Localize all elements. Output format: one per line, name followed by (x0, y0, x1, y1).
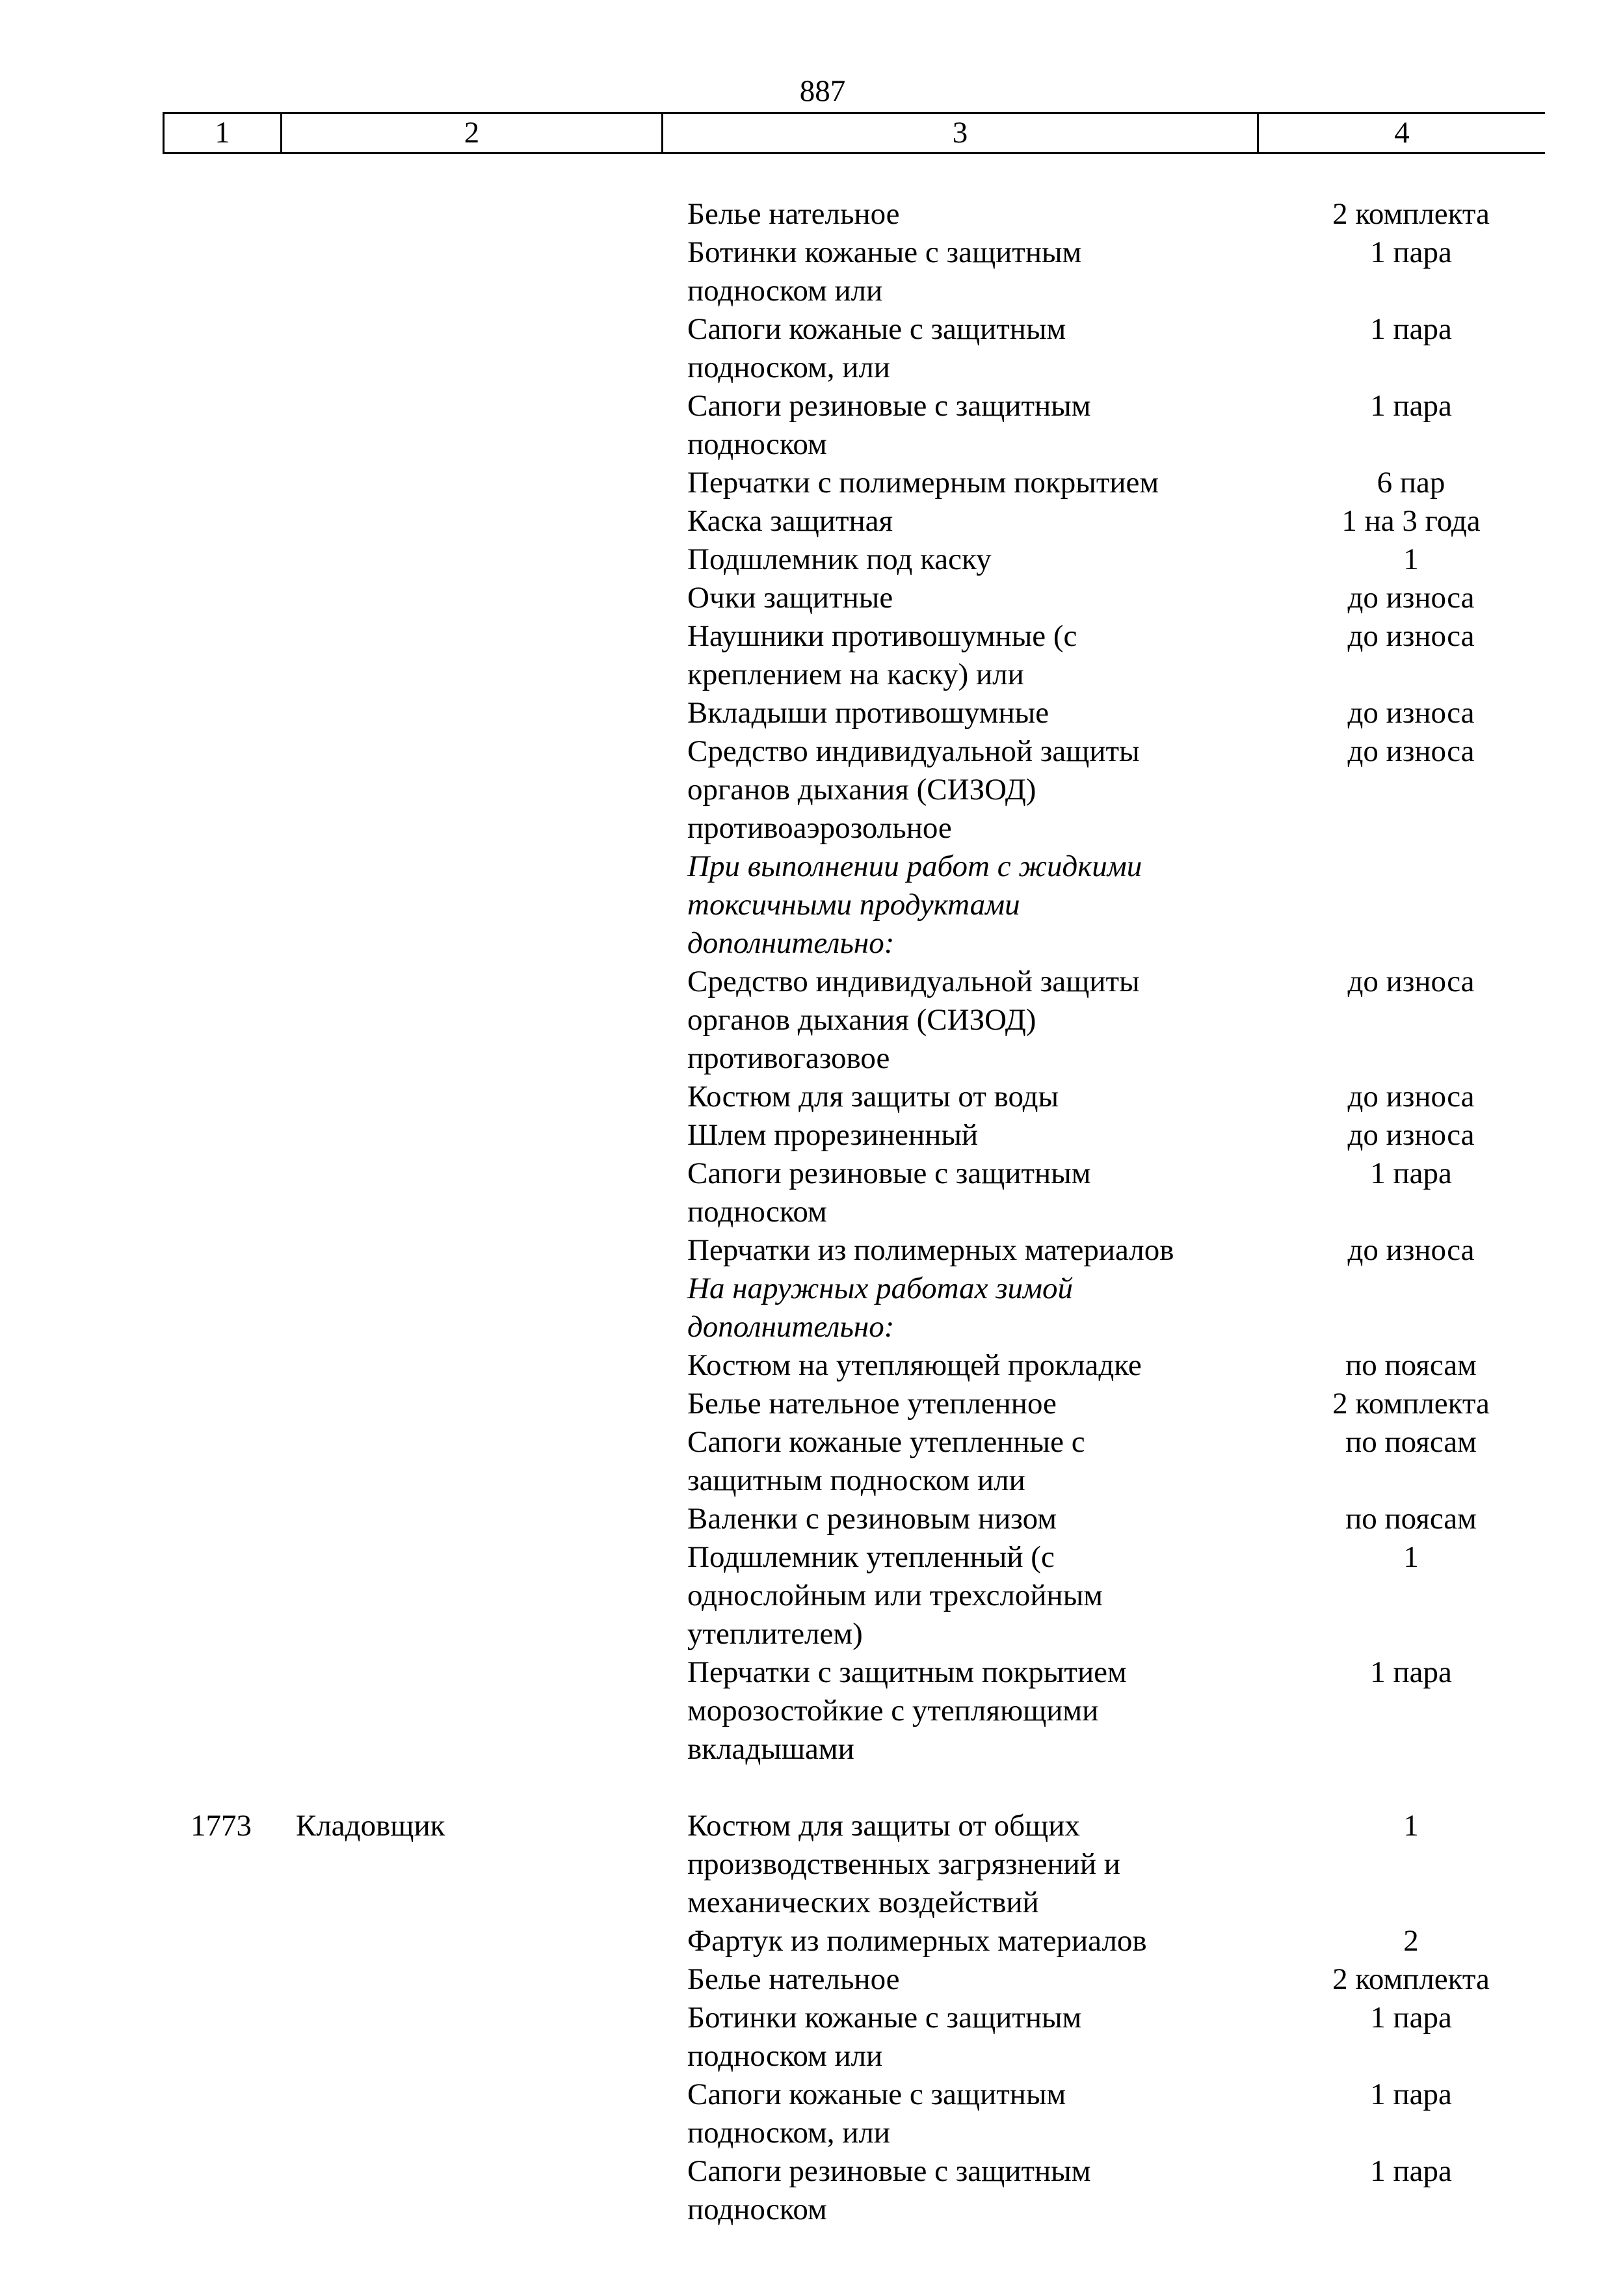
ppe-item: Средство индивидуальной защиты органов дыхания (СИЗОД) противогазовое (687, 965, 1140, 1075)
table-row (0, 1155, 1623, 1231)
column-header-4: 4 (1394, 116, 1410, 150)
issue-norm: до износа (1347, 965, 1475, 998)
issue-norm: 1 (1403, 1809, 1419, 1843)
issue-norm: 1 пара (1370, 1655, 1452, 1689)
issue-norm: по поясам (1345, 1348, 1477, 1382)
table-row (0, 1807, 1623, 1922)
table-row (0, 195, 1623, 234)
table-row (0, 464, 1623, 502)
issue-norm: до износа (1347, 1233, 1475, 1267)
issue-norm: до износа (1347, 581, 1475, 615)
issue-norm: до износа (1347, 1080, 1475, 1114)
ppe-item: Перчатки из полимерных материалов (687, 1233, 1174, 1267)
issue-norm: 2 комплекта (1332, 197, 1490, 231)
table-row (0, 1270, 1623, 1346)
ppe-item: Сапоги резиновые с защитным подноском (687, 2154, 1091, 2226)
ppe-item: Наушники противошумные (с креплением на каску) или (687, 619, 1077, 691)
issue-norm: 1 пара (1370, 389, 1452, 423)
ppe-item: Белье нательное (687, 197, 900, 231)
issue-norm: 1 (1403, 542, 1419, 576)
issue-norm: 1 (1403, 1540, 1419, 1574)
page-number: 887 (799, 74, 846, 108)
issue-norm: по поясам (1345, 1502, 1477, 1536)
table-row (0, 1960, 1623, 1999)
table-row (0, 1653, 1623, 1769)
issue-norm: до износа (1347, 734, 1475, 768)
ppe-item: Шлем прорезиненный (687, 1118, 979, 1152)
ppe-item: Ботинки кожаные с защитным подноском или (687, 235, 1082, 308)
ppe-item: Сапоги резиновые с защитным подноском (687, 1156, 1091, 1229)
issue-norm: 1 на 3 года (1341, 504, 1481, 538)
profession-name: Кладовщик (296, 1809, 445, 1843)
table-row (0, 848, 1623, 963)
issue-norm: 1 пара (1370, 2154, 1452, 2188)
table-row (0, 1423, 1623, 1500)
table-row (0, 234, 1623, 310)
issue-norm: 2 комплекта (1332, 1962, 1490, 1996)
ppe-table-body (0, 195, 1623, 2229)
issue-norm: 1 пара (1370, 2077, 1452, 2111)
issue-norm: 1 пара (1370, 2001, 1452, 2035)
issue-norm: до износа (1347, 619, 1475, 653)
ppe-item: Вкладыши противошумные (687, 696, 1049, 730)
ppe-item: Валенки с резиновым низом (687, 1502, 1057, 1536)
ppe-item: Белье нательное утепленное (687, 1387, 1057, 1421)
table-row (0, 310, 1623, 387)
table-row (0, 1346, 1623, 1385)
issue-norm: 1 пара (1370, 235, 1452, 269)
ppe-item: Сапоги кожаные с защитным подноском, или (687, 312, 1066, 384)
profession-code: 1773 (191, 1809, 252, 1843)
table-row (0, 1385, 1623, 1423)
table-row (0, 1116, 1623, 1155)
table-row (0, 1922, 1623, 1960)
table-row (0, 1078, 1623, 1116)
ppe-item: Каска защитная (687, 504, 893, 538)
ppe-item: Костюм на утепляющей прокладке (687, 1348, 1142, 1382)
table-row (0, 2152, 1623, 2229)
issue-norm: 1 пара (1370, 1156, 1452, 1190)
ppe-item: Подшлемник утепленный (с однослойным или трехслойным утеплителем) (687, 1540, 1103, 1651)
ppe-item: Костюм для защиты от воды (687, 1080, 1059, 1114)
ppe-item: Перчатки с полимерным покрытием (687, 466, 1159, 500)
column-header-table (163, 112, 1545, 154)
condition-note: На наружных работах зимой дополнительно: (687, 1272, 1074, 1344)
issue-norm: до износа (1347, 1118, 1475, 1152)
condition-note: При выполнении работ с жидкими токсичными продуктами дополнительно: (687, 849, 1142, 960)
table-row (0, 617, 1623, 694)
issue-norm: 6 пар (1377, 466, 1445, 500)
issue-norm: 2 (1403, 1924, 1419, 1958)
ppe-item: Сапоги кожаные утепленные с защитным подноском или (687, 1425, 1085, 1497)
column-header-1: 1 (215, 116, 230, 150)
ppe-item: Сапоги резиновые с защитным подноском (687, 389, 1091, 461)
table-row (0, 1500, 1623, 1538)
table-row (0, 502, 1623, 541)
ppe-item: Перчатки с защитным покрытием морозостойкие с утепляющими вкладышами (687, 1655, 1127, 1766)
ppe-item: Фартук из полимерных материалов (687, 1924, 1147, 1958)
table-row (0, 541, 1623, 579)
table-row (0, 2076, 1623, 2152)
ppe-item: Сапоги кожаные с защитным подноском, или (687, 2077, 1066, 2150)
column-header-2: 2 (464, 116, 480, 150)
table-row (0, 732, 1623, 848)
issue-norm: 1 пара (1370, 312, 1452, 346)
ppe-item: Костюм для защиты от общих производственных загрязнений и механических воздействий (687, 1809, 1120, 1919)
table-row (0, 579, 1623, 617)
table-row (0, 1538, 1623, 1653)
issue-norm: 2 комплекта (1332, 1387, 1490, 1421)
ppe-item: Средство индивидуальной защиты органов дыхания (СИЗОД) противоаэрозольное (687, 734, 1140, 845)
issue-norm: до износа (1347, 696, 1475, 730)
table-row (0, 694, 1623, 732)
table-row (0, 963, 1623, 1078)
table-row (0, 387, 1623, 464)
issue-norm: по поясам (1345, 1425, 1477, 1459)
ppe-item: Подшлемник под каску (687, 542, 992, 576)
column-header-3: 3 (952, 116, 968, 150)
table-row (0, 1231, 1623, 1270)
ppe-item: Очки защитные (687, 581, 893, 615)
ppe-item: Ботинки кожаные с защитным подноском или (687, 2001, 1082, 2073)
table-row (0, 1999, 1623, 2076)
ppe-item: Белье нательное (687, 1962, 900, 1996)
